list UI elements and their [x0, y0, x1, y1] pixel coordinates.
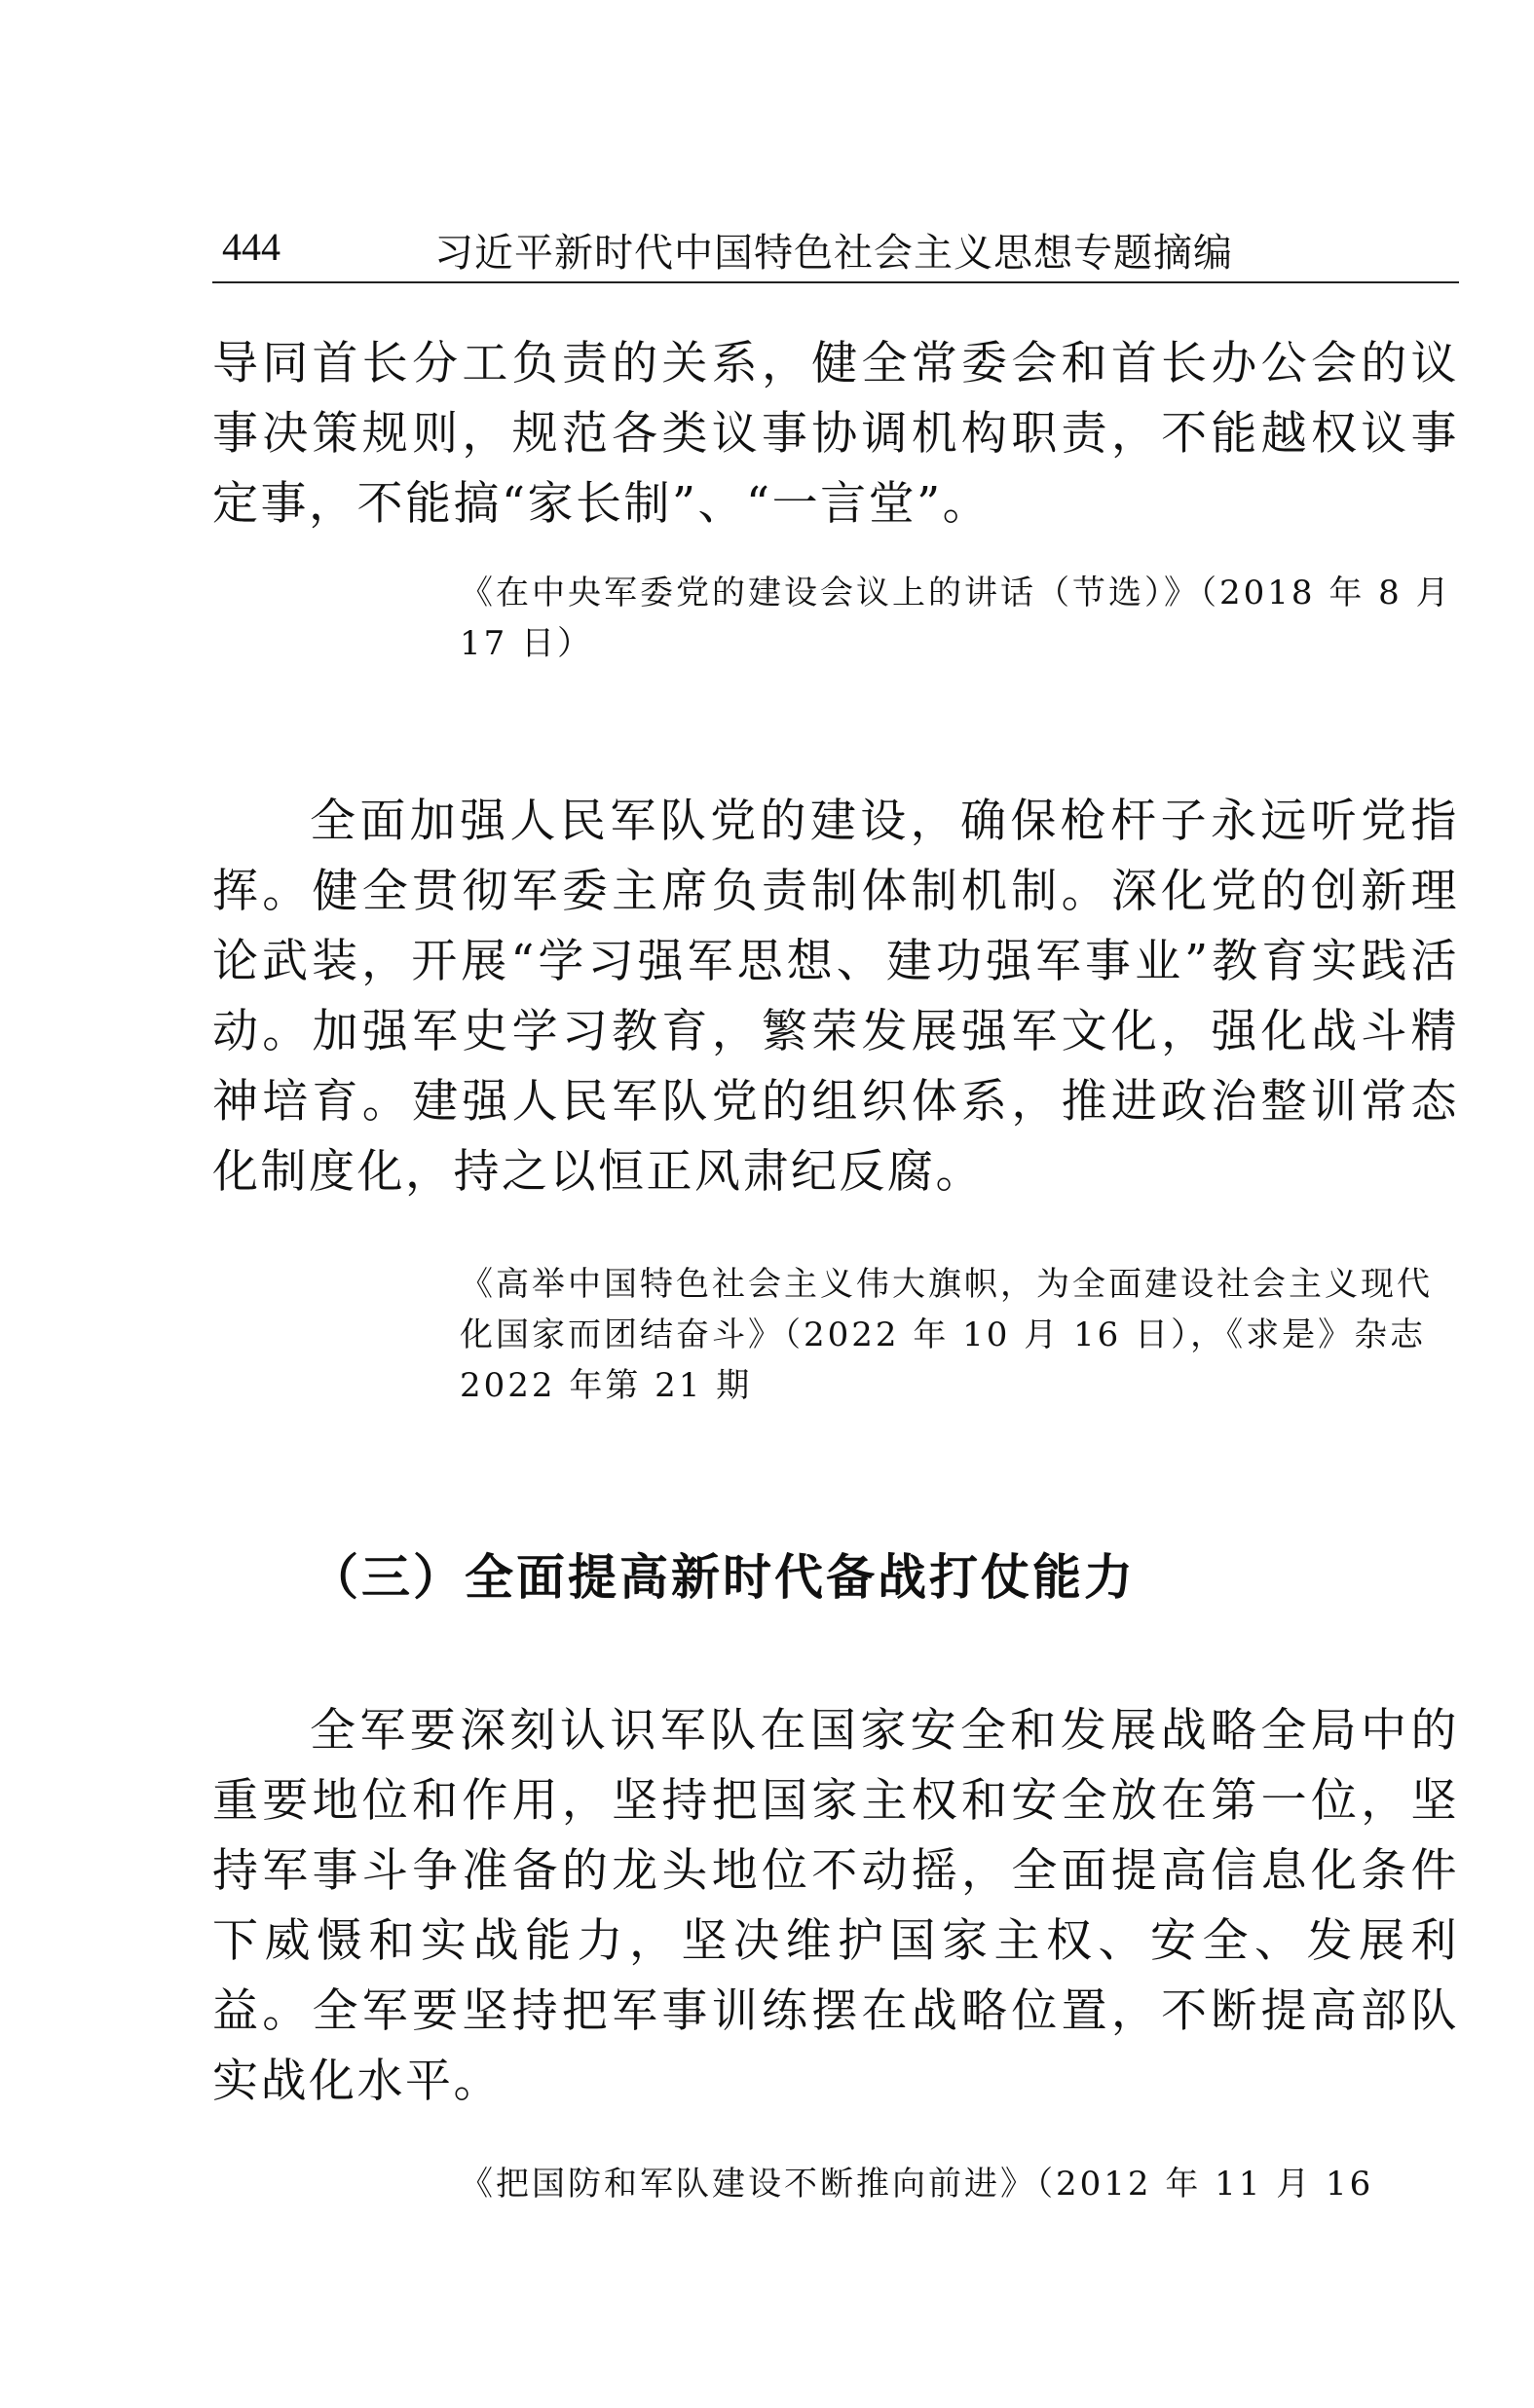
paragraph-3: 全军要深刻认识军队在国家安全和发展战略全局中的重要地位和作用，坚持把国家主权和安全放在第一位，坚持军事斗争准备的龙头地位不动摇，全面提高信息化条件下威慑和实战能力，坚决维护国家主权、安全、发展利益。全军要坚持把军事训练摆在战略位置，不断提高部队实战化水平。 [212, 1704, 1459, 2108]
running-title: 习近平新时代中国特色社会主义思想专题摘编 [434, 231, 1233, 276]
page-header [212, 216, 1459, 275]
header-rule [212, 281, 1459, 283]
source-citation-3: 《把国防和军队建设不断推向前进》（2012 年 11 月 16 [460, 2165, 1374, 2204]
paragraph-1: 导同首长分工负责的关系，健全常委会和首长办公会的议事决策规则，规范各类议事协调机构职责，不能越权议事定事，不能搞“家长制”、“一言堂”。 [212, 337, 1459, 531]
paragraph-2: 全面加强人民军队党的建设，确保枪杆子永远听党指挥。健全贯彻军委主席负责制体制机制。深化党的创新理论武装，开展“学习强军思想、建功强军事业”教育实践活动。加强军史学习教育，繁荣发展强军文化，强化战斗精神培育。建强人民军队党的组织体系，推进政治整训常态化制度化，持之以恒正风肃纪反腐。 [212, 795, 1459, 1199]
section-heading: （三）全面提高新时代备战打仗能力 [310, 1549, 1136, 1606]
source-citation-2: 《高举中国特色社会主义伟大旗帜，为全面建设社会主义现代化国家而团结奋斗》（2022 年 10 月 16 日），《求是》杂志 2022 年第 21 期 [460, 1265, 1433, 1405]
page-number: 444 [222, 225, 281, 269]
source-citation-1: 《在中央军委党的建设会议上的讲话（节选）》（2018 年 8 月 17 日） [460, 574, 1452, 663]
